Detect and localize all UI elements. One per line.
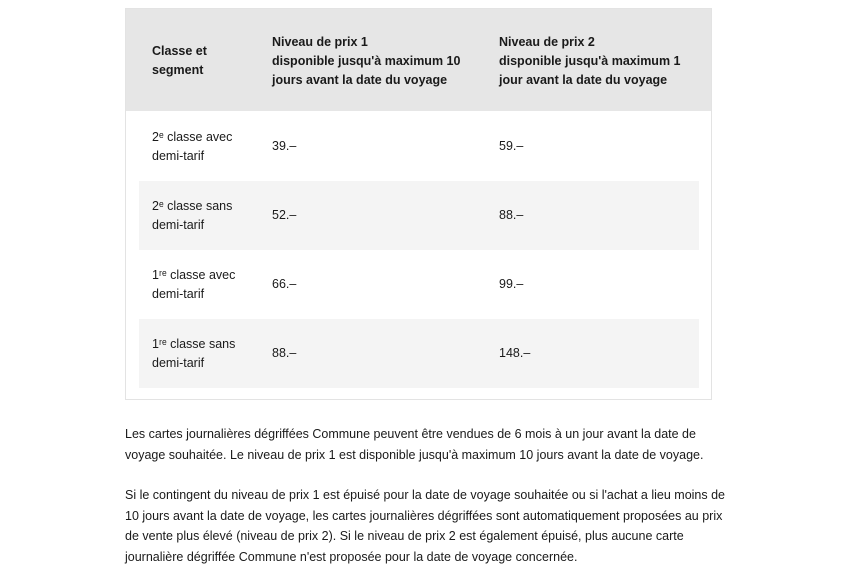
table-header — [126, 9, 711, 111]
price-level-1-cell: 39.– — [272, 139, 297, 153]
header-line: segment — [152, 63, 204, 77]
paragraph-line: de vente plus élevé (niveau de prix 2). Si le niveau de prix 2 est également épuisé, plus aucune carte — [125, 529, 684, 543]
header-line: disponible jusqu'à maximum 10 — [272, 54, 461, 68]
segment-line: demi-tarif — [152, 218, 205, 232]
segment-line: demi-tarif — [152, 149, 205, 163]
header-line: jours avant la date du voyage — [272, 73, 448, 87]
price-level-1-cell: 88.– — [272, 346, 297, 360]
price-level-1-cell: 66.– — [272, 277, 297, 291]
header-line: disponible jusqu'à maximum 1 — [499, 54, 681, 68]
segment-line: demi-tarif — [152, 287, 205, 301]
table-row — [139, 250, 699, 319]
paragraph-line: Les cartes journalières dégriffées Commune peuvent être vendues de 6 mois à un jour avant la date de — [125, 427, 696, 441]
header-class-segment — [152, 42, 252, 80]
price-table — [125, 8, 712, 400]
table-row — [139, 319, 699, 388]
header-price-level-2 — [499, 33, 709, 90]
segment-line: 1ʳᵉ classe avec — [152, 268, 236, 282]
table-row — [139, 181, 699, 250]
paragraph-line: journalière dégriffée Commune n'est proposée pour la date de voyage concernée. — [125, 549, 578, 564]
price-level-2-cell: 88.– — [499, 208, 524, 222]
header-line: jour avant la date du voyage — [499, 73, 668, 87]
price-level-2-cell: 59.– — [499, 139, 524, 153]
price-level-1-cell: 52.– — [272, 208, 297, 222]
segment-cell — [152, 266, 262, 304]
price-level-2-cell: 148.– — [499, 346, 531, 360]
paragraph-sale-period — [125, 424, 725, 465]
segment-line: demi-tarif — [152, 356, 205, 370]
header-line: Classe et — [152, 44, 207, 58]
segment-cell — [152, 197, 262, 235]
segment-cell — [152, 335, 262, 373]
price-level-2-cell: 99.– — [499, 277, 524, 291]
paragraph-contingent — [125, 485, 725, 567]
header-line: Niveau de prix 1 — [272, 35, 368, 49]
segment-cell — [152, 128, 262, 166]
table-row — [139, 112, 699, 181]
segment-line: 2ᵉ classe sans — [152, 199, 233, 213]
header-price-level-1 — [272, 33, 482, 90]
segment-line: 1ʳᵉ classe sans — [152, 337, 236, 351]
segment-line: 2ᵉ classe avec — [152, 130, 233, 144]
paragraph-line: 10 jours avant la date de voyage, les cartes journalières dégriffées sont automatiquement proposées au prix — [125, 508, 723, 523]
header-line: Niveau de prix 2 — [499, 35, 595, 49]
paragraph-line: voyage souhaitée. Le niveau de prix 1 est disponible jusqu'à maximum 10 jours avant la date de voyage. — [125, 447, 704, 462]
paragraph-line: Si le contingent du niveau de prix 1 est épuisé pour la date de voyage souhaitée ou si l'achat a lieu moins de — [125, 488, 726, 502]
